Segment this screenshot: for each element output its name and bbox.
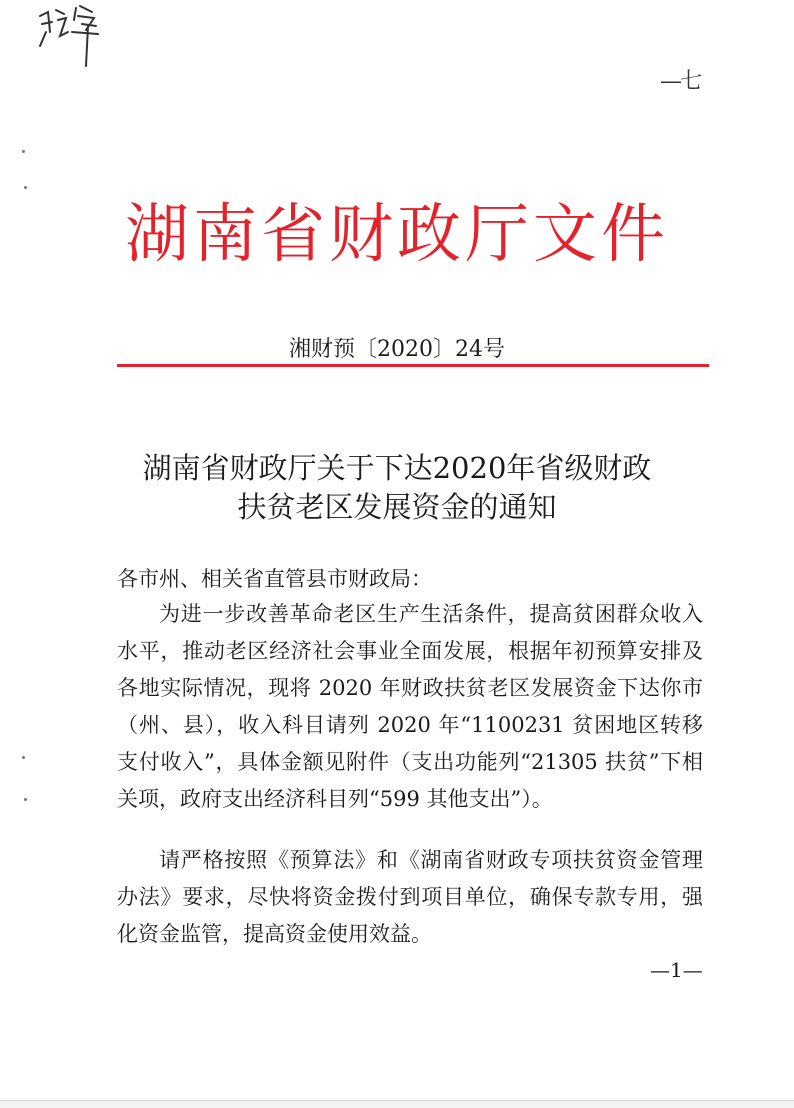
handwritten-note-signature <box>36 2 126 72</box>
document-title-line-2: 扶贫老区发展资金的通知 <box>237 490 557 524</box>
document-number: 湘财预〔2020〕24号 <box>289 337 505 362</box>
body-paragraph-1: 为进一步改善革命老区生产生活条件，提高贫困群众收入水平，推动老区经济社会事业全面发展，根据年初预算安排及各地实际情况，现将 2020 年财政扶贫老区发展资金下达你市（州、县），收入科目请列 2020 年“1100231 贫困地区转移支付收入”，具体金额见附件（支出功能列“21305 扶贫”下相关项，政府支出经济科目列“599 其他支出”）。 <box>117 602 703 811</box>
corner-mark: —七 <box>660 69 701 94</box>
salutation: 各市州、相关省直管县市财政局： <box>117 567 432 591</box>
page-number: —1— <box>650 958 703 982</box>
red-header-rule <box>117 364 709 367</box>
document-title-line-1: 湖南省财政厅关于下达2020年省级财政 <box>142 451 652 485</box>
scan-speck <box>24 186 27 189</box>
scan-speck <box>22 150 25 153</box>
scan-speck <box>24 798 27 801</box>
body-paragraph-2: 请严格按照《预算法》和《湖南省财政专项扶贫资金管理办法》要求，尽快将资金拨付到项目单位，确保专款专用，强化资金监管，提高资金使用效益。 <box>117 848 703 946</box>
scan-speck <box>22 756 25 759</box>
document-header-title: 湖南省财政厅文件 <box>125 198 669 272</box>
